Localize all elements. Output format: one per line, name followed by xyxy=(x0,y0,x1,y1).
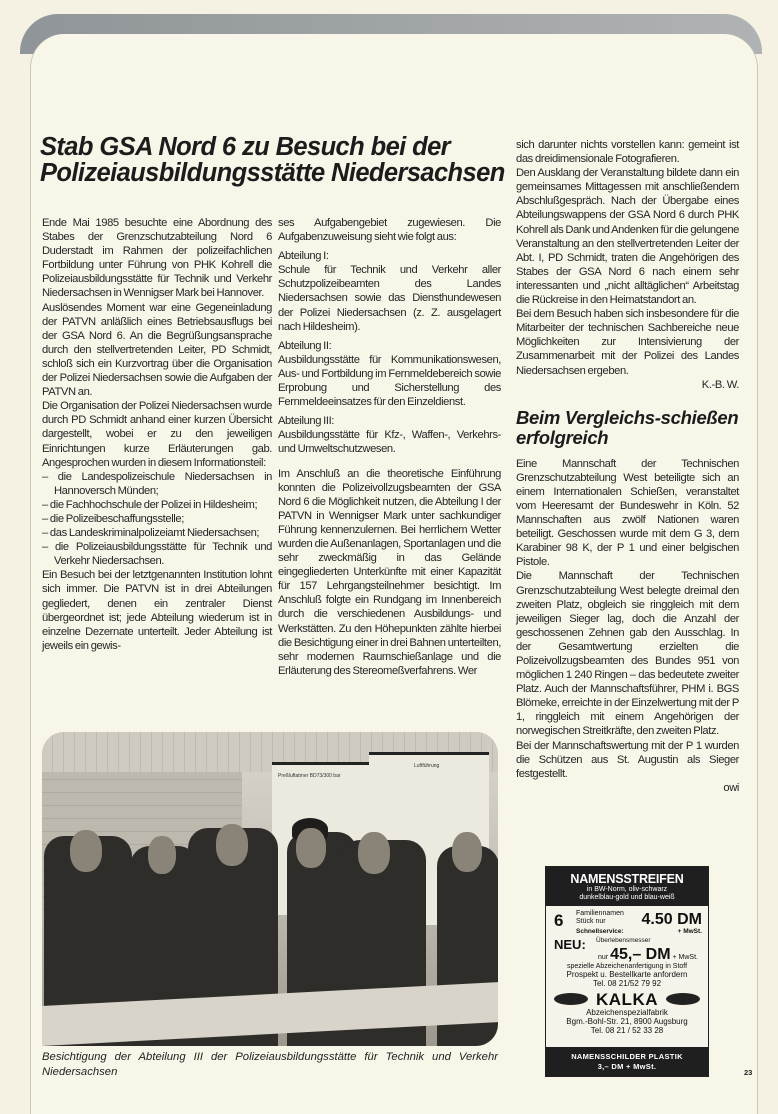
group-photo xyxy=(42,732,498,1046)
ad-headline: NAMENSSTREIFEN xyxy=(570,872,684,886)
wall-chart: Preßluftatmer BD73/300 bar xyxy=(272,762,390,915)
paragraph: Die Organisation der Polizei Niedersachsen wurde durch PD Schmidt anhand einer kurzen Übersicht dargestellt, wobei er zu den jeweiligen Einrichtungen kurze Erläuterungen gab. Angesprochen wurden in diesem Informationsteil: xyxy=(42,400,272,469)
article-column-1 xyxy=(42,216,272,653)
institution-list xyxy=(42,470,272,569)
page-number: 23 xyxy=(744,1068,753,1077)
eagle-wings-icon xyxy=(554,993,588,1005)
paragraph: Im Anschluß an die theoretische Einführung konnten die Polizeivollzugsbeamten der GSA Nord 6 die Möglichkeit nutzen, die Abteilung I der PATVN in Wennigser Mark unter sachkundiger Führung kennenzulernen. Bei herrlichem Wetter wurden die Außenanlagen, Sportanlagen und die sehr zweckmäßig in das Gelände eingegliederten Unterkünfte mit einer Kapazität für 157 Lehrgangsteilnehmer besichtigt. Im Anschluß folgte ein Rundgang im Innenbereich durch die verschiedenen Ausbildungs- und Werkstätten. Zu den Höhepunkten zählte hierbei die Besichtigung einer in drei Bahnen unterteilten, sehr modernen Raumschießanlage und die Erläuterung des Stereomeßverfahrens. Wer xyxy=(278,467,501,677)
eagle-wings-icon xyxy=(666,993,700,1005)
list-item: – die Polizeiausbildungsstätte für Technik und Verkehr Niedersachsen. xyxy=(42,541,272,568)
author-signature: K.-B. W. xyxy=(701,378,739,391)
paragraph: Ende Mai 1985 besuchte eine Abordnung des Stabes der Grenzschutzabteilung Nord 6 Duderstadt im Rahmen der polizeifachlichen Fortbildung unter Führung von PHK Kohrell die Polizeiausbildungsstätte für Technik und Verkehr Niedersachsen in Wennigser Mark bei Hannover. xyxy=(42,217,272,300)
author-signature: owi xyxy=(723,781,739,794)
paragraph: Ausbildungsstätte für Kommunikationswesen, Aus- und Fortbildung im Fernmeldebereich sowie Erprobung und Sicherstellung des Fernmeldeeinsatzes für den Einzeldienst. xyxy=(278,353,501,409)
section-label: Abteilung III: xyxy=(278,415,334,428)
ad-price: 4.50 DM xyxy=(641,911,702,928)
photo-caption: Besichtigung der Abteilung III der Polizeiausbildungsstätte für Technik und Verkehr Niedersachsen xyxy=(42,1051,498,1078)
wall-chart: Luftführung xyxy=(369,752,489,925)
article-title: Stab GSA Nord 6 zu Besuch bei der Polizeiausbildungsstätte Niedersachsen xyxy=(40,133,505,187)
section-label: Abteilung I: xyxy=(278,250,329,263)
list-item: – das Landeskriminalpolizeiamt Niedersachsen; xyxy=(42,527,260,540)
paragraph: ses Aufgabengebiet zugewiesen. Die Aufgabenzuweisung sieht wie folgt aus: xyxy=(278,217,501,244)
paragraph: Bei dem Besuch haben sich insbesondere für die Mitarbeiter der technischen Sachbereiche neue Möglichkeiten zur Intensivierung der Zusammenarbeit mit der Polizei des Landes Niedersachsen ergeben. xyxy=(516,308,739,377)
paragraph: Ausbildungsstätte für Kfz-, Waffen-, Verkehrs- und Umweltschutzwesen. xyxy=(278,429,501,456)
paragraph: Eine Mannschaft der Technischen Grenzschutzabteilung West beteiligte sich an einem Internationalen Schießen, veranstaltet vom Heeresamt der Bundeswehr in Köln. 52 Mannschaften aus zwölf Nationen waren beteiligt. Geschossen wurde mit dem G 3, dem Karabiner 98 K, der P 1 und einer belgischen Pistole. xyxy=(516,457,739,569)
article-column-2 xyxy=(278,216,501,678)
article2-title: Beim Vergleichs-schießen erfolgreich xyxy=(516,406,739,448)
paragraph: Die Mannschaft der Technischen Grenzschutzabteilung West belegte dreimal den zweiten Platz, obgleich sie ringgleich mit dem jeweiligen Sieger lag, doch die Anzahl der geschossenen Zehnen gab den Ausschlag. In der Gesamtwertung erzielten die Polizeivollzugsbeamten des Bundes 951 von möglichen 1 240 Ringen – das bedeutete zweiter Platz. Auch der Mannschaftsführer, PHM i. BGS Blömeke, erreichte in der Einzelwertung mit der P 1, ringgleich mit einem Angehörigen der norwegischen Streitkräfte, den zweiten Platz. xyxy=(516,570,739,738)
paragraph: Den Ausklang der Veranstaltung bildete dann ein gemeinsames Mittagessen mit anschließendem Abschlußgespräch. Nach der Übergabe eines Abteilungswappens der GSA Nord 6 durch PHK Kohrell als Dank und Andenken für die gelungene Veranstaltung an den stellvertretenden Leiter der Abt. I, PD Schmidt, traten die Angehörigen des Stabes der GSA Nord 6 nach einem sehr interessanten und „nicht alltäglichen“ Arbeitstag die Rückreise in den Heimatstandort an. xyxy=(516,167,739,307)
article-column-3 xyxy=(516,138,739,795)
paragraph: Auslösendes Moment war eine Gegeneinladung der PATVN anläßlich eines Betriebsausflugs bei der GSA Nord 6. An die Begrüßungsansprache durch den stellvertretenden Leiter, PD Schmidt, schloß sich ein Kurzvortrag über die Organisation der Polizei Niedersachsen sowie die Aufgaben der PATVN an. xyxy=(42,301,272,399)
ad-brand-logo: KALKA xyxy=(596,990,658,1009)
section-label: Abteilung II: xyxy=(278,339,332,352)
list-item: – die Landespolizeischule Niedersachsen in Hannoversch Münden; xyxy=(42,470,272,497)
paragraph: Ein Besuch bei der letztgenannten Institution lohnt sich immer. Die PATVN ist in drei Abteilungen gegliedert, denen ein zentraler Dienst übergeordnet ist; jede Abteilung wiederum ist in einzelne Dezernate unterteilt. Jeder Abteilung ist jeweils ein gewis- xyxy=(42,569,272,652)
advertisement-kalka: NAMENSSTREIFEN in BW-Norm, oliv-schwarz dunkelblau-gold und blau-weiß 6 Familiennamen Stück nur 4.50 DM Schnellservice: + MwSt. NEU: Überlebensmesser nur 45,– DM + MwSt. spezielle Abzeichenanfertigung in Stoff Prospekt u. Bestellkarte anfordern Tel. 08 21/52 79 92 KALKA Abzeichenspezialfabrik Bgm.-Bohl-Str. 21, 8900 Augsburg Tel. 08 21 / 52 33 28 NAMENSSCHILDER PLASTIK 3,– DM + MwSt. xyxy=(545,866,709,1077)
list-item: – die Fachhochschule der Polizei in Hildesheim; xyxy=(42,498,258,511)
paragraph: Bei der Mannschaftswertung mit der P 1 wurden die Schützen aus St. Augustin als Sieger festgestellt. xyxy=(516,739,739,780)
paragraph: Schule für Technik und Verkehr aller Schutzpolizeibeamten des Landes Niedersachsen sowie das Diensthundewesen der Polizei Niedersachsen (z. Z. ausgelagert nach Hildesheim). xyxy=(278,264,501,333)
paragraph: sich darunter nichts vorstellen kann: gemeint ist das dreidimensionale Fotografieren. xyxy=(516,139,739,166)
list-item: – die Polizeibeschaffungsstelle; xyxy=(42,512,184,525)
